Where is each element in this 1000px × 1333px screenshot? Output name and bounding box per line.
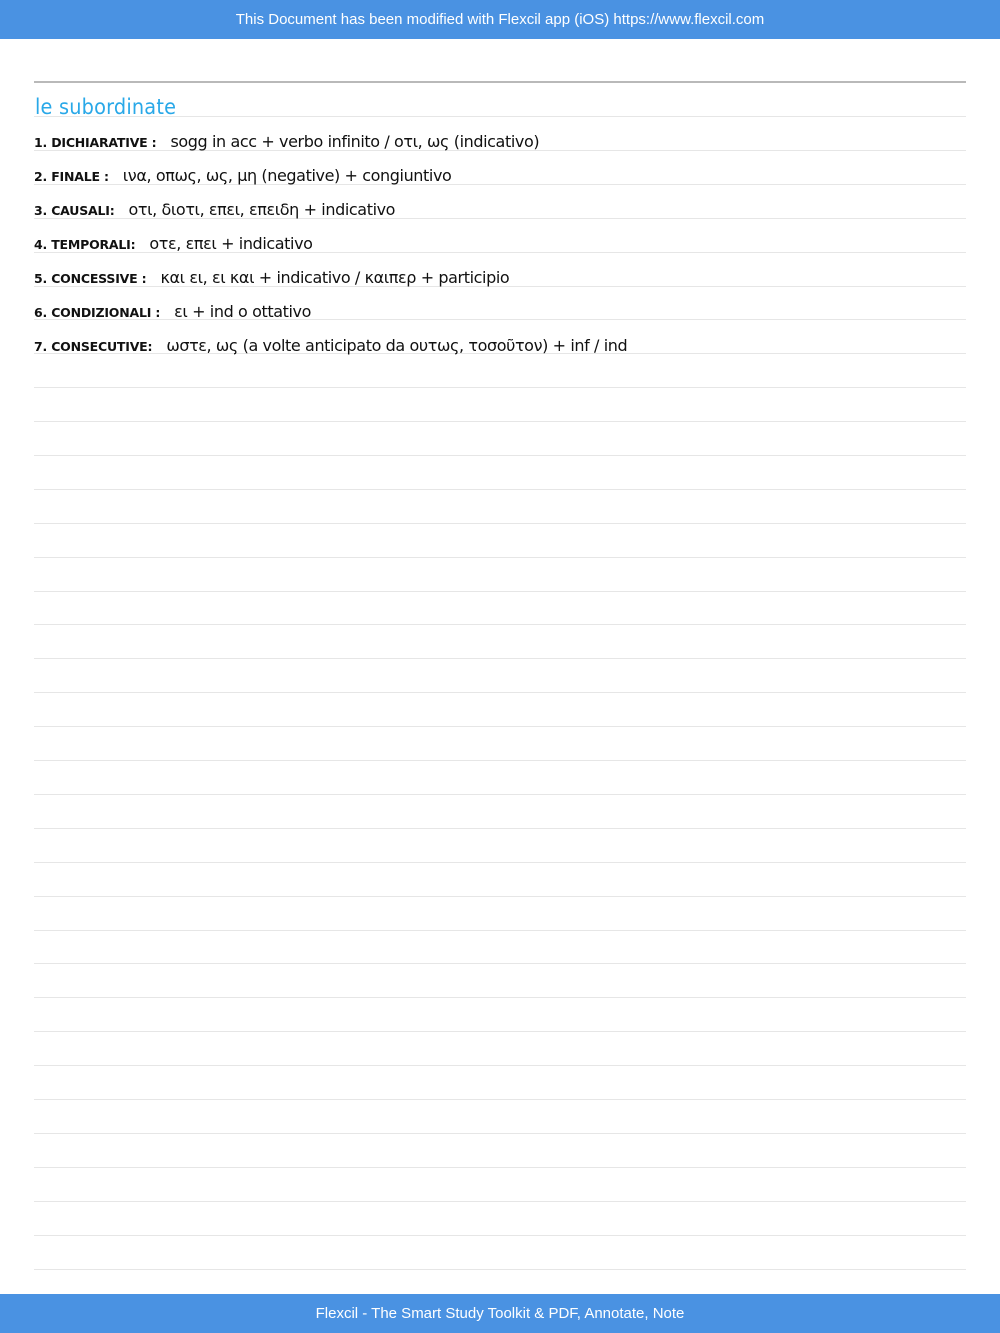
ruled-line [34,489,966,490]
note-item-content: και ει, ει και + indicativo / καιπερ + participio [160,268,510,287]
note-item-causali [34,200,395,226]
note-item-label: 1. DICHIARATIVE : [34,135,157,150]
ruled-line [34,1167,966,1168]
note-item-condizionali [34,302,311,328]
ruled-line [34,1133,966,1134]
note-item-label: 7. CONSECUTIVE: [34,339,153,354]
ruled-line [34,523,966,524]
note-item-label: 6. CONDIZIONALI : [34,305,161,320]
ruled-line [34,455,966,456]
note-item-content: ει + ind o ottativo [174,302,312,321]
top-banner [0,0,1000,39]
ruled-line [34,828,966,829]
note-item-content: ωστε, ως (a volte anticipato da ουτως, τοσοῦτον) + inf / ind [166,336,628,355]
ruled-line [34,421,966,422]
ruled-line [34,1235,966,1236]
ruled-line [34,658,966,659]
ruled-line [34,1065,966,1066]
note-item-dichiarative [34,132,539,158]
header-divider [34,81,966,83]
note-item-label: 2. FINALE : [34,169,109,184]
ruled-line [34,726,966,727]
ruled-line [34,1031,966,1032]
ruled-line [34,692,966,693]
note-item-content: οτι, διοτι, επει, επειδη + indicativo [128,200,396,219]
note-title: le subordinate [35,95,177,119]
note-item-finale [34,166,451,192]
bottom-banner-text: Flexcil - The Smart Study Toolkit & PDF, Annotate, Note [315,1305,685,1322]
ruled-line [34,557,966,558]
ruled-line [34,997,966,998]
note-item-consecutive [34,336,627,362]
ruled-line [34,591,966,592]
ruled-line [34,896,966,897]
ruled-line [34,963,966,964]
ruled-line [34,624,966,625]
ruled-line [34,930,966,931]
note-item-concessive [34,268,509,294]
ruled-line [34,862,966,863]
note-item-label: 4. TEMPORALI: [34,237,136,252]
note-item-content: ινα, οπως, ως, μη (negative) + congiuntivo [122,166,452,185]
top-banner-text: This Document has been modified with Flexcil app (iOS) https://www.flexcil.com [235,11,765,28]
note-item-content: οτε, επει + indicativo [149,234,313,253]
bottom-banner [0,1294,1000,1333]
note-item-label: 3. CAUSALI: [34,203,115,218]
ruled-line [34,1099,966,1100]
ruled-line [34,1269,966,1270]
note-item-content: sogg in acc + verbo infinito / οτι, ως (indicativo) [170,132,540,151]
ruled-line [34,1201,966,1202]
notebook-page [34,39,966,1294]
ruled-line [34,794,966,795]
ruled-line [34,760,966,761]
note-item-temporali [34,234,313,260]
ruled-line [34,387,966,388]
note-item-label: 5. CONCESSIVE : [34,271,147,286]
